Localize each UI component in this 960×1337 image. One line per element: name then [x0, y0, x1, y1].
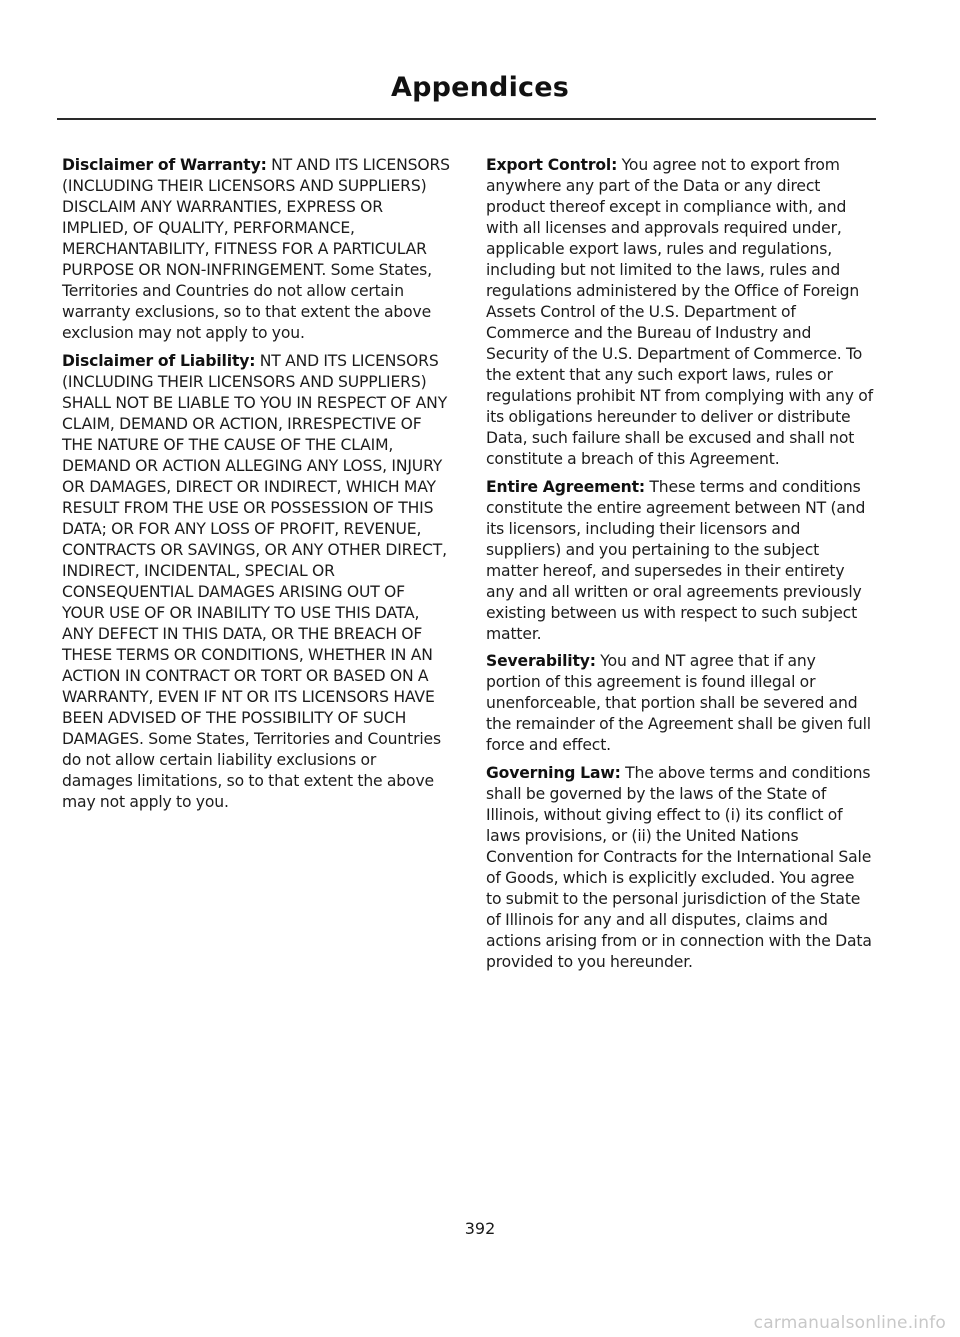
paragraph-heading: Disclaimer of Warranty:: [62, 156, 267, 174]
paragraph-body: The above terms and conditions shall be governed by the laws of the State of Illinois, without giving effect to (i) its conflict of laws provisions, or (ii) the United Nations Convention for Contracts for the International Sale of Goods, which is explicitly excluded. You agree to submit to the personal jurisdiction of the State of Illinois for any and all disputes, claims and actions arising from or in connection with the Data provided to you hereunder.: [486, 763, 872, 971]
paragraph-disclaimer-of-liability: [62, 351, 450, 813]
page-number: 392: [464, 1219, 496, 1238]
paragraph-export-control: [486, 155, 874, 470]
paragraph-heading: Entire Agreement:: [486, 477, 645, 496]
paragraph-body: NT AND ITS LICENSORS (INCLUDING THEIR LICENSORS AND SUPPLIERS) SHALL NOT BE LIABLE TO YOU IN RESPECT OF ANY CLAIM, DEMAND OR ACTION, IRRESPECTIVE OF THE NATURE OF THE CAUSE OF THE CLAIM, DEMAND OR ACTION ALLEGING ANY LOSS, INJURY OR DAMAGES, DIRECT OR INDIRECT, WHICH MAY RESULT FROM THE USE OR POSSESSION OF THIS DATA; OR FOR ANY LOSS OF PROFIT, REVENUE, CONTRACTS OR SAVINGS, OR ANY OTHER DIRECT, INDIRECT, INCIDENTAL, SPECIAL OR CONSEQUENTIAL DAMAGES ARISING OUT OF YOUR USE OF OR INABILITY TO USE THIS DATA, ANY DEFECT IN THIS DATA, OR THE BREACH OF THESE TERMS OR CONDITIONS, WHETHER IN AN ACTION IN CONTRACT OR TORT OR BASED ON A WARRANTY, EVEN IF NT OR ITS LICENSORS HAVE BEEN ADVISED OF THE POSSIBILITY OF SUCH DAMAGES. Some States, Territories and Countries do not allow certain liability exclusions or damages limitations, so to that extent the above may not apply to you.: [62, 351, 448, 811]
paragraph-entire-agreement: [486, 477, 874, 645]
paragraph-heading: Severability:: [486, 652, 596, 670]
paragraph-severability: [486, 651, 874, 756]
left-column: [62, 155, 450, 819]
header-divider: [57, 118, 876, 120]
paragraph-heading: Disclaimer of Liability:: [62, 351, 256, 370]
paragraph-governing-law: [486, 763, 874, 973]
paragraph-body: These terms and conditions constitute the entire agreement between NT (and its licensors, including their licensors and suppliers) and you pertaining to the subject matter hereof, and supersedes in their entirety any and all written or oral agreements previously existing between us with respect to such subject matter.: [486, 477, 866, 643]
paragraph-body: NT AND ITS LICENSORS (INCLUDING THEIR LICENSORS AND SUPPLIERS) DISCLAIM ANY WARRANTIES, EXPRESS OR IMPLIED, OF QUALITY, PERFORMANCE, MERCHANTABILITY, FITNESS FOR A PARTICULAR PURPOSE OR NON-INFRINGEMENT. Some States, Territories and Countries do not allow certain warranty exclusions, so to that extent the above exclusion may not apply to you.: [62, 156, 450, 342]
page-title: Appendices: [390, 72, 570, 103]
paragraph-body: You and NT agree that if any portion of this agreement is found illegal or unenforceable, that portion shall be severed and the remainder of the Agreement shall be given full force and effect.: [486, 652, 871, 754]
paragraph-heading: Export Control:: [486, 156, 618, 174]
watermark: carmanualsonline.info: [753, 1313, 946, 1333]
paragraph-heading: Governing Law:: [486, 763, 621, 782]
paragraph-disclaimer-of-warranty: [62, 155, 450, 344]
right-column: [486, 155, 874, 979]
paragraph-body: You agree not to export from anywhere any part of the Data or any direct product thereof except in compliance with, and with all licenses and approvals required under, applicable export laws, rules and regulations, including but not limited to the laws, rules and regulations administered by the Office of Foreign Assets Control of the U.S. Department of Commerce and the Bureau of Industry and Security of the U.S. Department of Commerce. To the extent that any such export laws, rules or regulations prohibit NT from complying with any of its obligations hereunder to deliver or distribute Data, such failure shall be excused and shall not constitute a breach of this Agreement.: [486, 156, 873, 468]
